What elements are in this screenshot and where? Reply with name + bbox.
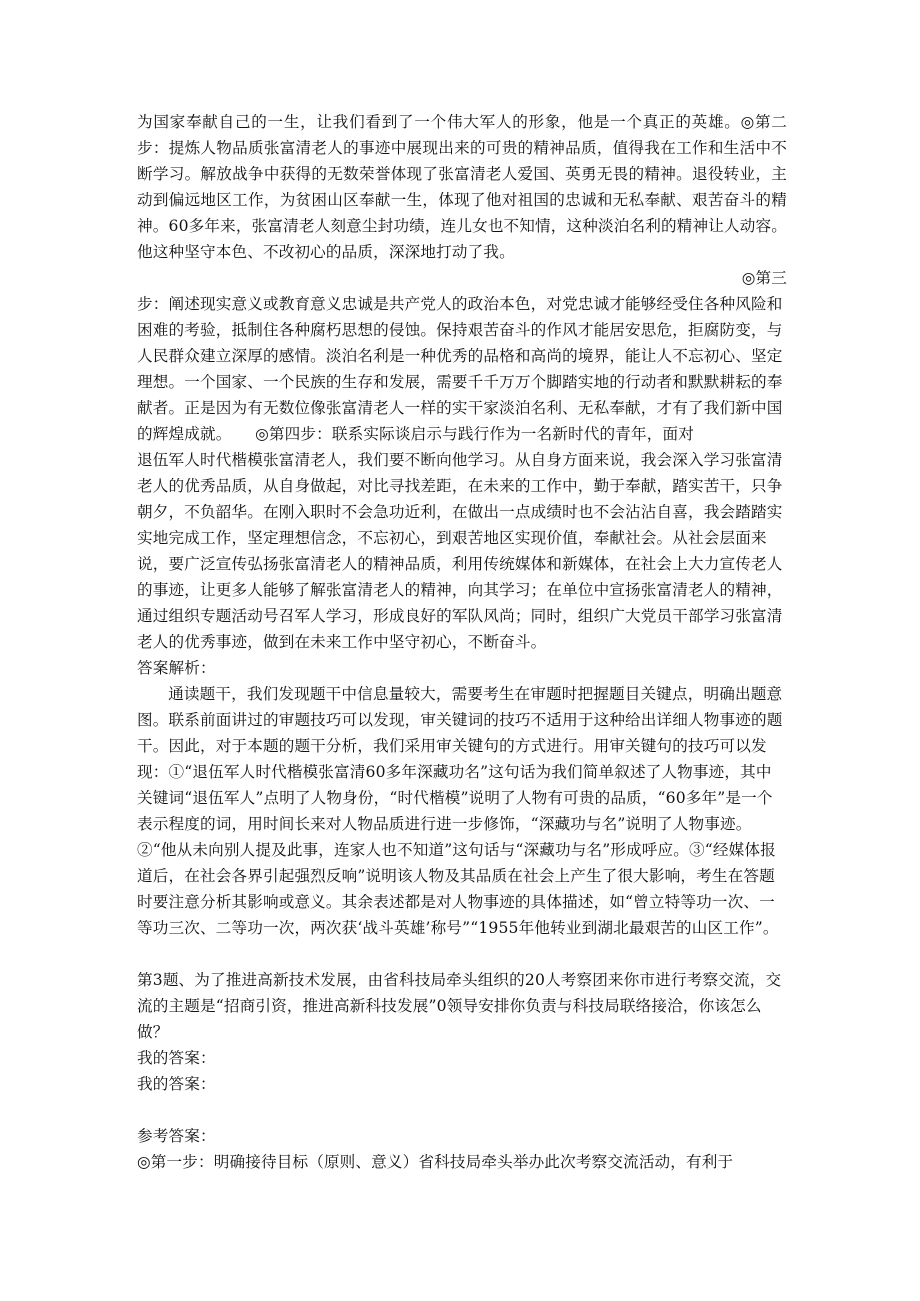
spacer bbox=[137, 1097, 787, 1123]
paragraph-step3: 步：阐述现实意义或教育意义忠诚是共产党人的政治本色，对党忠诚才能够经受住各种风险和困难的考验，抵制住各种腐朽思想的侵蚀。保持艰苦奋斗的作风才能居安思危，拒腐防变，与人民群众建立深厚的感情。淡泊名利是一种优秀的品格和高尚的境界，能让人不忘初心、坚定理想。一个国家、一个民族的生存和发展，需要千千万万个脚踏实地的行动者和默默耕耘的奉献者。正是因为有无数位像张富清老人一样的实干家淡泊名利、无私奉献，才有了我们新中国的辉煌成就。 ◎第四步：联系实际谈启示与践行作为一名新时代的青年，面对 bbox=[137, 295, 783, 443]
spacer bbox=[137, 941, 787, 967]
answer-analysis-body: 通读题干，我们发现题干中信息量较大，需要考生在审题时把握题目关键点，明确出题意图。联系前面讲过的审题技巧可以发现，审关键词的技巧不适用于这种给出详细人物事迹的题干。因此，对于本题的题干分析，我们采用审关键句的方式进行。用审关键句的技巧可以发现：①“退伍军人时代楷模张富清60多年深藏功名”这句话为我们简单叙述了人物事迹，其中关键词“退伍军人”点明了人物身份，“时代楷模”说明了人物有可贵的品质，“60多年”是一个表示程度的词，用时间长来对人物品质进行进一步修饰，“深藏功与名”说明了人物事迹。②“他从未向别人提及此事，连家人也不知道”这句话与“深藏功与名”形成呼应。③“经媒体报道后，在社会各界引起强烈反响”说明该人物及其品质在社会上产生了很大影响，考生在答题时要注意分析其影响或意义。其余表述都是对人物事迹的具体描述，如“曾立特等功一次、一等功三次、二等功一次，两次获‘战斗英雄’称号”“1955年他转业到湖北最艰苦的山区工作”。 bbox=[137, 685, 783, 937]
question-3: 第3题、为了推进高新技术发展，由省科技局牵头组织的20人考察团来你市进行考察交流，交流的主题是“招商引资，推进高新科技发展”0领导安排你负责与科技局联络接洽，你该怎么做？ bbox=[137, 971, 782, 1041]
paragraph-step4: 退伍军人时代楷模张富清老人，我们要不断向他学习。从自身方面来说，我会深入学习张富清老人的优秀品质，从自身做起，对比寻找差距，在未来的工作中，勤于奉献，踏实苦干，只争朝夕，不负韶华。在刚入职时不会急功近利，在做出一点成绩时也不会沾沾自喜，我会踏踏实实地完成工作，坚定理想信念，不忘初心，到艰苦地区实现价值，奉献社会。从社会层面来说，要广泛宣传弘扬张富清老人的精神品质，利用传统媒体和新媒体，在社会上大力宣传老人的事迹，让更多人能够了解张富清老人的精神，向其学习；在单位中宣扬张富清老人的精神，通过组织专题活动号召军人学习，形成良好的军队风尚；同时，组织广大党员干部学习张富清老人的优秀事迹，做到在未来工作中坚守初心，不断奋斗。 bbox=[137, 451, 783, 651]
my-answer-label-1: 我的答案： bbox=[137, 1049, 216, 1067]
paragraph-step2: 为国家奉献自己的一生，让我们看到了一个伟大军人的形象，他是一个真正的英雄。◎第二步：提炼人物品质张富清老人的事迹中展现出来的可贵的精神品质，值得我在工作和生活中不断学习。解放战争中获得的无数荣誉体现了张富清老人爱国、英勇无畏的精神。退役转业，主动到偏远地区工作，为贫困山区奉献一生，体现了他对祖国的忠诚和无私奉献、艰苦奋斗的精神。60多年来，张富清老人刻意尘封功绩，连儿女也不知情，这种淡泊名利的精神让人动容。他这种坚守本色、不改初心的品质，深深地打动了我。 bbox=[137, 113, 787, 261]
reference-answer-label: 参考答案： bbox=[137, 1127, 216, 1145]
answer-analysis-label: 答案解析： bbox=[137, 659, 216, 677]
document-body bbox=[137, 109, 787, 1175]
my-answer-label-2: 我的答案： bbox=[137, 1075, 216, 1093]
paragraph-step3-marker: ◎第三 bbox=[741, 269, 787, 287]
reference-step1: ◎第一步：明确接待目标（原则、意义）省科技局牵头举办此次考察交流活动，有利于 bbox=[137, 1153, 734, 1171]
